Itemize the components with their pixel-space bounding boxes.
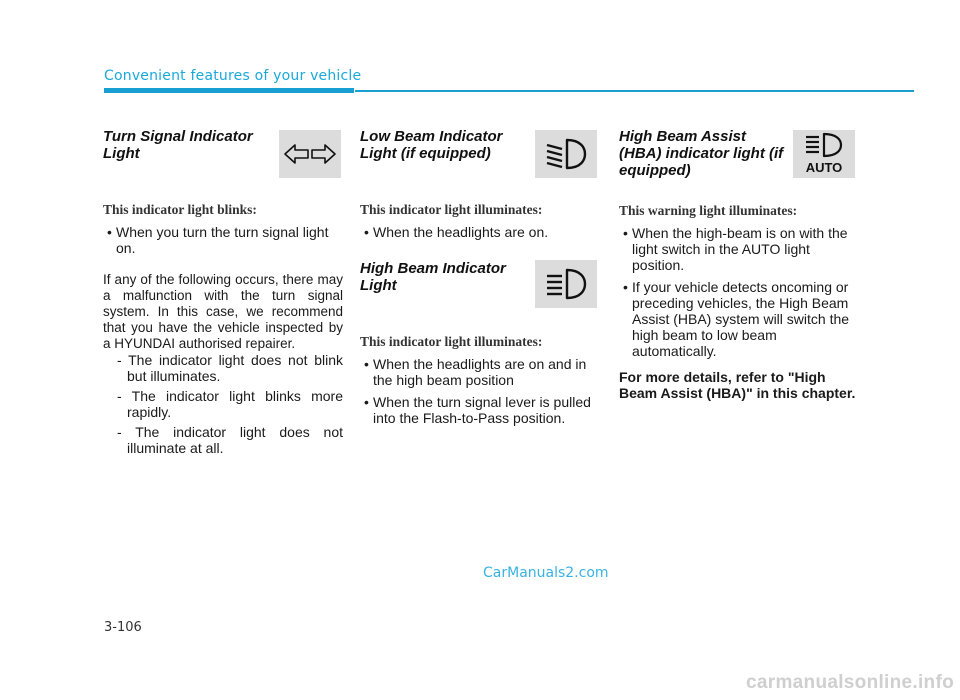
header-rule xyxy=(355,90,914,92)
bullet-item: • When the turn signal lever is pulled into the Flash-to-Pass position. xyxy=(360,394,600,426)
subhead: This indicator light illuminates: xyxy=(360,202,543,217)
high-beam-headlight-icon xyxy=(535,260,597,308)
header-section-title: Convenient features of your vehicle xyxy=(104,68,362,84)
high-beam-auto-icon xyxy=(793,130,855,178)
subhead: This indicator light illuminates: xyxy=(360,334,543,349)
low-beam-headlight-icon xyxy=(535,130,597,178)
dash-item: - The indicator light blinks more rapidly. xyxy=(117,388,343,420)
section-title: High Beam Indicator Light xyxy=(360,260,506,294)
watermark-corner: carmanualsonline.info xyxy=(746,672,954,693)
note-paragraph: For more details, refer to "High Beam Assist (HBA)" in this chapter. xyxy=(619,369,856,401)
turn-signal-arrows-icon xyxy=(279,130,341,178)
dash-item: - The indicator light does not blink but illuminates. xyxy=(117,352,343,384)
column-high-beam-assist xyxy=(619,128,859,401)
bullet-item: • When the headlights are on. xyxy=(360,224,600,240)
section-title: Low Beam Indicator Light (if equipped) xyxy=(360,128,503,162)
subhead: This warning light illuminates: xyxy=(619,203,798,218)
page-number: 3-106 xyxy=(104,620,142,635)
bullet-item: • When you turn the turn signal light on. xyxy=(103,224,343,256)
section-title: High Beam Assist (HBA) indicator light (if equipped) xyxy=(619,128,784,179)
section-title: Turn Signal Indicator Light xyxy=(103,128,253,162)
header-bar xyxy=(104,88,354,93)
column-beam-indicators xyxy=(360,128,600,432)
watermark-center[interactable]: CarManuals2.com xyxy=(483,565,609,581)
auto-icon-label: AUTO xyxy=(805,160,843,175)
paragraph: If any of the following occurs, there may a malfunction with the turn signal system. In this case, we recommend that you have the vehicle inspected by a HYUNDAI authorised repairer. xyxy=(103,272,343,351)
bullet-item: • When the headlights are on and in the high beam position xyxy=(360,356,600,388)
subhead: This indicator light blinks: xyxy=(103,202,257,217)
column-turn-signal xyxy=(103,128,343,460)
bullet-item: • If your vehicle detects oncoming or preceding vehicles, the High Beam Assist (HBA) system will switch the high beam to low beam automatically. xyxy=(619,279,859,359)
bullet-item: • When the high-beam is on with the light switch in the AUTO light position. xyxy=(619,225,859,273)
dash-item: - The indicator light does not illuminate at all. xyxy=(117,424,343,456)
